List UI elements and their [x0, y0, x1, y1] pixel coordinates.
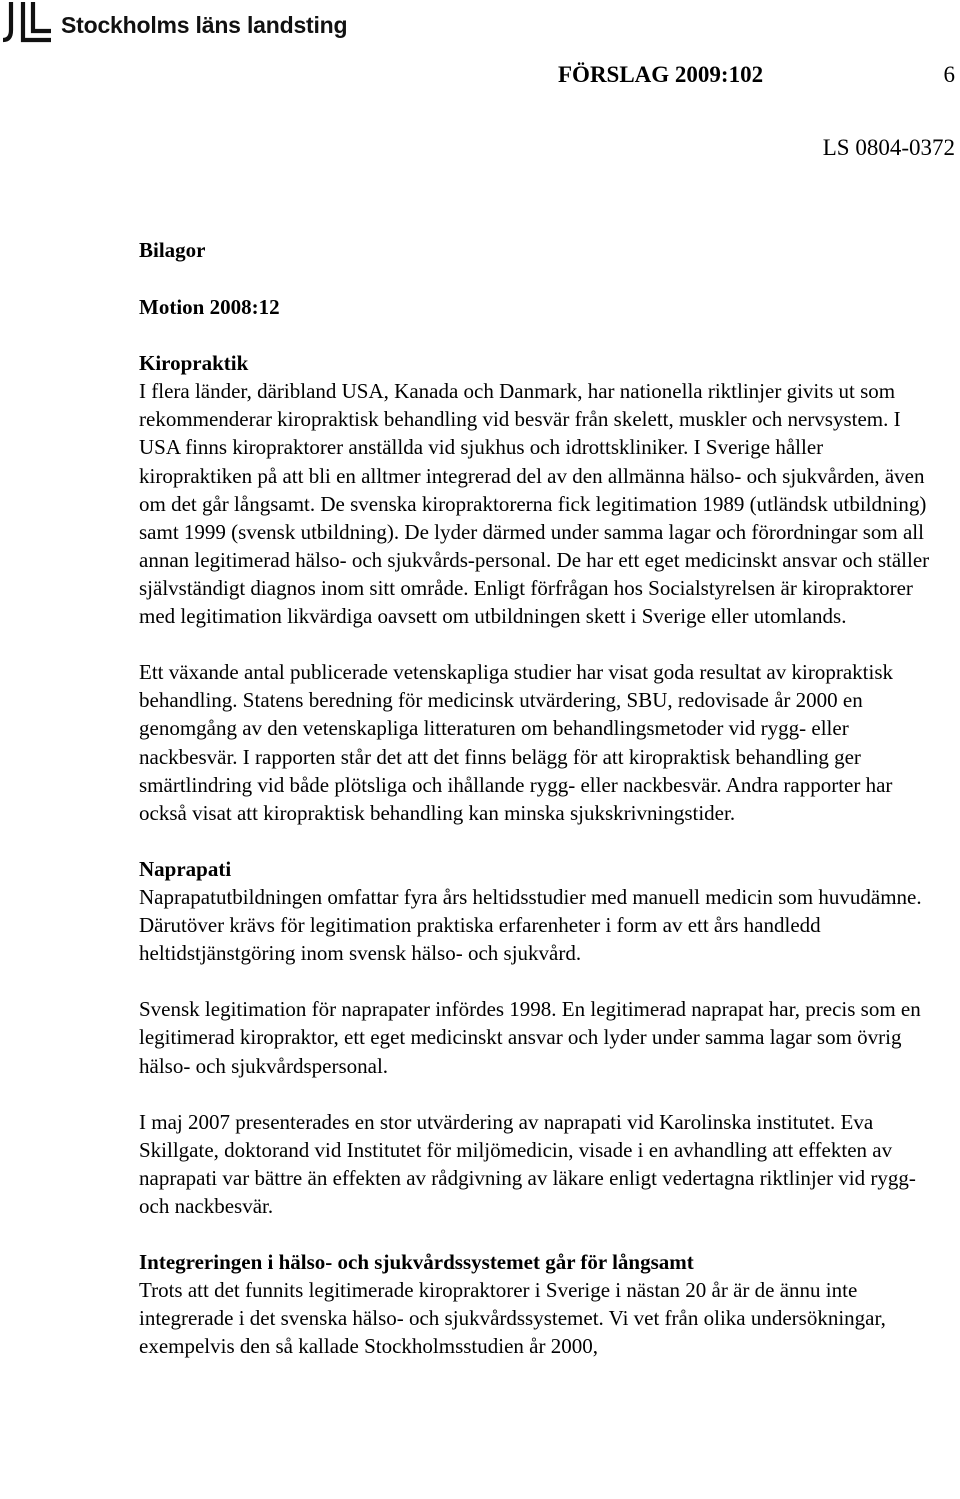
section-kiropraktik [139, 349, 939, 827]
sll-monogram-icon [2, 0, 52, 44]
section-title: Kiropraktik [139, 351, 249, 376]
section-naprapati [139, 855, 939, 1220]
attachment-heading: Bilagor [139, 238, 206, 262]
motion-heading: Motion 2008:12 [139, 295, 280, 320]
paragraph: I maj 2007 presenterades en stor utvärdering av naprapati vid Karolinska institutet. Eva Skillgate, doktorand vid Institutet för miljömedicin, visade i en avhandling att effekten av naprapati var bättre än effekten av rådgivning av läkare enligt vedertagna riktlinjer vid rygg- och nackbesvär. [139, 1109, 916, 1218]
document-body [139, 236, 939, 1361]
paragraph: I flera länder, däribland USA, Kanada och Danmark, har nationella riktlinjer givits ut som rekommenderar kiropraktisk behandling vid besvär från skelett, muskler och nervsystem. I USA finns kiropraktorer anställda vid sjukhus och idrottskliniker. I Sverige håller kiropraktiken på att bli en alltmer integrerad del av den allmänna hälso- och sjukvården, även om det går långsamt. De svenska kiropraktorerna fick legitimation 1989 (utländsk utbildning) samt 1999 (svensk utbildning). De lyder därmed under samma lagar och förordningar som all annan legitimerad hälso- och sjukvårds-personal. De har ett eget medicinskt ansvar och ställer självständigt diagnos inom sitt område. Enligt förfrågan hos Socialstyrelsen är kiropraktorer med legitimation likvärdiga oavsett om utbildningen skett i Sverige eller utomlands. [139, 379, 930, 629]
section-integrering [139, 1248, 939, 1360]
paragraph: Svensk legitimation för naprapater infördes 1998. En legitimerad naprapat har, precis som en legitimerad kiropraktor, ett eget medicinskt ansvar och lyder under samma lagar som övrig hälso- och sjukvårdspersonal. [139, 997, 921, 1078]
section-title: Integreringen i hälso- och sjukvårdssystemet går för långsamt [139, 1250, 694, 1275]
paragraph: Naprapatutbildningen omfattar fyra års heltidsstudier med manuell medicin som huvudämne. Därutöver krävs för legitimation praktiska erfarenheter i form av ett års handledd heltidstjänstgöring inom svensk hälso- och sjukvård. [139, 884, 922, 966]
logo-text: Stockholms läns landsting [61, 11, 348, 38]
case-number: LS 0804-0372 [822, 135, 955, 160]
section-title: Naprapati [139, 856, 232, 881]
paragraph: Ett växande antal publicerade vetenskapliga studier har visat goda resultat av kiropraktisk behandling. Statens beredning för medicinsk utvärdering, SBU, redovisade år 2000 en genomgång av den vetenskapliga litteraturen om behandlingsmetoder vid rygg- eller nackbesvär. I rapporten står det att det finns belägg för att kiropraktisk behandling ger smärtlindring vid både plötsliga och ihållande rygg- eller nackbesvär. Andra rapporter har också visat att kiropraktisk behandling kan minska sjukskrivningstider. [139, 660, 893, 825]
paragraph: Trots att det funnits legitimerade kiropraktorer i Sverige i nästan 20 år är de ännu inte integrerade i det svenska hälso- och sjukvårdssystemet. Vi vet från olika undersökningar, exempelvis den så kallade Stockholmsstudien år 2000, [139, 1278, 886, 1359]
organization-logo [2, 0, 347, 44]
document-reference: FÖRSLAG 2009:102 [558, 62, 764, 87]
page-number: 6 [943, 62, 955, 87]
